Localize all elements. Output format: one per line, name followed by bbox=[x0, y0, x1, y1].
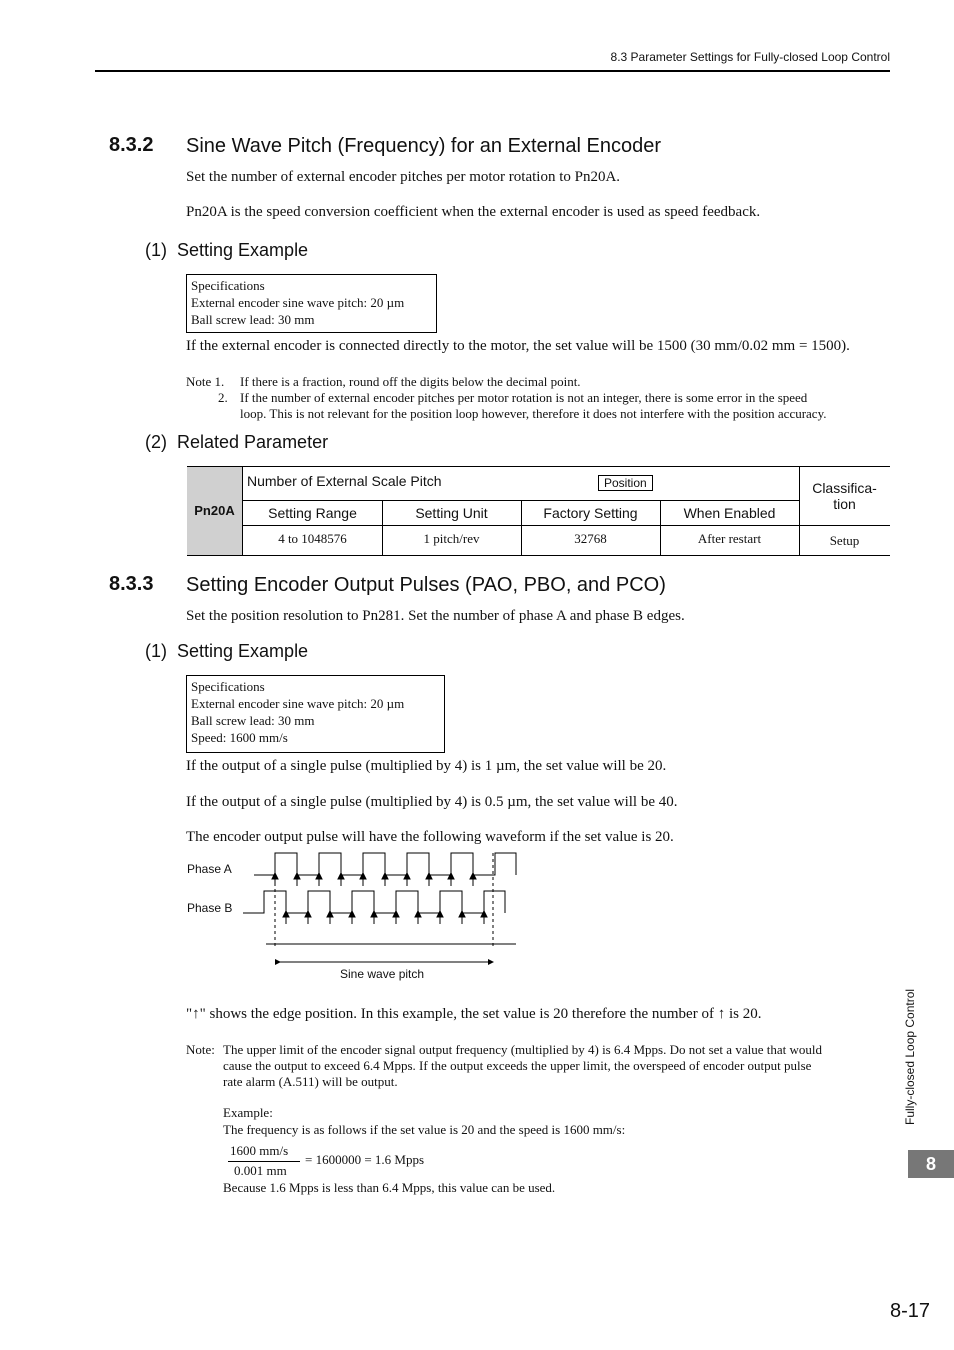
section-title-833: Setting Encoder Output Pulses (PAO, PBO, and PCO) bbox=[186, 574, 666, 596]
parameter-name: Number of External Scale Pitch bbox=[247, 473, 442, 489]
subheading-related-parameter: (2) Related Parameter bbox=[145, 432, 329, 452]
fraction-bar bbox=[228, 1161, 300, 1162]
table-border bbox=[187, 555, 890, 556]
spec-line: Ball screw lead: 30 mm bbox=[191, 713, 315, 728]
page-number: 8-17 bbox=[889, 1300, 930, 1322]
running-header: 8.3 Parameter Settings for Fully-closed Loop Control bbox=[610, 50, 890, 64]
section-number-833: 8.3.3 bbox=[109, 573, 154, 595]
note-text: If there is a fraction, round off the digits below the decimal point. bbox=[240, 374, 581, 389]
header-setting-range: Setting Range bbox=[268, 504, 357, 521]
header-factory-setting: Factory Setting bbox=[543, 504, 638, 521]
section-title-832: Sine Wave Pitch (Frequency) for an External Encoder bbox=[186, 135, 662, 157]
position-badge: Position bbox=[598, 475, 653, 491]
paragraph: Set the position resolution to Pn281. Set the number of phase A and phase B edges. bbox=[186, 608, 685, 624]
specifications-box bbox=[186, 274, 437, 333]
note-text: cause the output to exceed 6.4 Mpps. If the output exceeds the upper limit, the overspeed of encoder output pulse bbox=[223, 1058, 812, 1073]
classification-header: Classifica- tion bbox=[812, 479, 877, 512]
value-when-enabled: After restart bbox=[697, 531, 762, 546]
example-label: Example: bbox=[223, 1105, 273, 1120]
header-when-enabled: When Enabled bbox=[683, 504, 776, 521]
note-text: rate alarm (A.511) will be output. bbox=[223, 1074, 398, 1089]
spec-line: Specifications bbox=[191, 679, 265, 694]
fraction-denominator: 0.001 mm bbox=[234, 1163, 287, 1178]
table-border bbox=[242, 466, 243, 556]
specifications-box bbox=[186, 675, 445, 753]
parameter-id: Pn20A bbox=[187, 466, 242, 555]
section-number-832: 8.3.2 bbox=[109, 134, 154, 156]
note-text: If the number of external encoder pitches per motor rotation is not an integer, there is some error in the speed bbox=[240, 390, 808, 405]
table-border bbox=[660, 500, 661, 556]
table-border bbox=[382, 500, 383, 556]
header-rule bbox=[95, 70, 890, 72]
table-border bbox=[521, 500, 522, 556]
chapter-side-title: Fully-closed Loop Control bbox=[903, 988, 917, 1125]
value-setting-unit: 1 pitch/rev bbox=[423, 531, 480, 546]
paragraph: Pn20A is the speed conversion coefficient when the external encoder is used as speed feedback. bbox=[186, 204, 761, 220]
phase-a-waveform bbox=[254, 853, 516, 875]
fraction-result: = 1600000 = 1.6 Mpps bbox=[305, 1152, 425, 1167]
paragraph: If the output of a single pulse (multiplied by 4) is 0.5 µm, the set value will be 40. bbox=[186, 794, 678, 810]
sine-wave-pitch-label: Sine wave pitch bbox=[340, 967, 425, 981]
paragraph: If the output of a single pulse (multiplied by 4) is 1 µm, the set value will be 20. bbox=[186, 758, 667, 774]
value-setting-range: 4 to 1048576 bbox=[278, 531, 347, 546]
conclusion-text: Because 1.6 Mpps is less than 6.4 Mpps, this value can be used. bbox=[223, 1180, 556, 1195]
fraction-numerator: 1600 mm/s bbox=[230, 1143, 289, 1158]
table-border bbox=[187, 466, 890, 467]
note-label: 2. bbox=[218, 390, 228, 405]
paragraph: The encoder output pulse will have the following waveform if the set value is 20. bbox=[186, 829, 674, 845]
phase-b-label: Phase B bbox=[187, 901, 233, 915]
paragraph: "↑" shows the edge position. In this example, the set value is 20 therefore the number of ↑ is 20. bbox=[186, 1006, 762, 1022]
spec-line: Ball screw lead: 30 mm bbox=[191, 312, 315, 327]
waveform-diagram bbox=[240, 848, 530, 978]
note-text: The upper limit of the encoder signal output frequency (multiplied by 4) is 6.4 Mpps. Do not set a value that would bbox=[223, 1042, 822, 1057]
phase-b-waveform bbox=[243, 891, 505, 913]
note-label: Note 1. bbox=[186, 374, 225, 389]
note-label: Note: bbox=[186, 1042, 215, 1057]
spec-line: Specifications bbox=[191, 278, 265, 293]
chapter-tab: 8 bbox=[908, 1150, 954, 1178]
table-border bbox=[799, 466, 800, 556]
parameter-table bbox=[187, 466, 890, 556]
subheading-setting-example: (1) Setting Example bbox=[145, 240, 309, 260]
phase-a-label: Phase A bbox=[187, 862, 232, 876]
table-border bbox=[243, 525, 890, 526]
paragraph: If the external encoder is connected directly to the motor, the set value will be 1500 (30 mm/0.02 mm = 1500). bbox=[186, 338, 850, 354]
value-factory-setting: 32768 bbox=[574, 531, 607, 546]
example-text: The frequency is as follows if the set value is 20 and the speed is 1600 mm/s: bbox=[223, 1122, 626, 1137]
note-text: loop. This is not relevant for the position loop however, therefore it does not interfere with the position accuracy. bbox=[240, 406, 827, 421]
paragraph: Set the number of external encoder pitches per motor rotation to Pn20A. bbox=[186, 169, 621, 185]
value-classification: Setup bbox=[829, 533, 860, 548]
header-setting-unit: Setting Unit bbox=[415, 504, 488, 521]
subheading-setting-example: (1) Setting Example bbox=[145, 641, 309, 661]
spec-line: External encoder sine wave pitch: 20 µm bbox=[191, 295, 405, 310]
spec-line: Speed: 1600 mm/s bbox=[191, 730, 288, 745]
spec-line: External encoder sine wave pitch: 20 µm bbox=[191, 696, 405, 711]
